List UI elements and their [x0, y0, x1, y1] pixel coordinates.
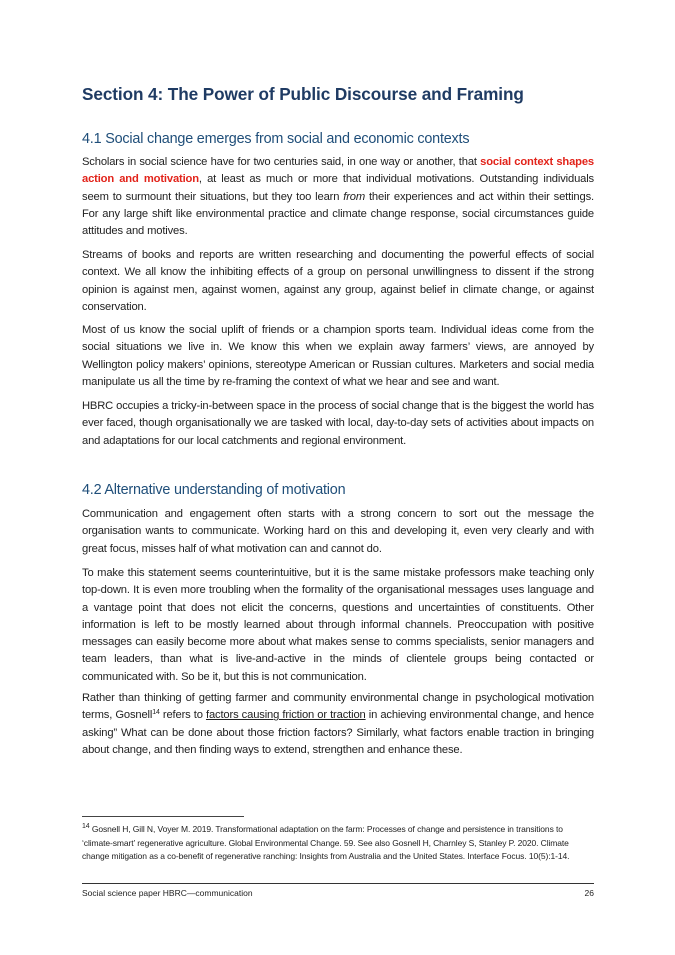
paragraph-4-2-1: Communication and engagement often starts with a strong concern to sort out the message the organisation wants to communicate. Working hard on this and developing it, even very clearly and with great focus, misses half of what motivation can and cannot do.: [82, 508, 594, 555]
footnote-divider: [82, 816, 244, 817]
emphasis-word: from: [343, 190, 366, 203]
subsection-heading-4-2: 4.2 Alternative understanding of motivation: [82, 482, 346, 498]
footnote: [82, 823, 594, 864]
text-run: refers to: [159, 709, 206, 722]
text-run: Rather than thinking of getting farmer and community environmental change in psychological motivation terms, Gosnell: [82, 692, 594, 722]
paragraph-4-1-1: [82, 154, 594, 240]
text-run: in achieving environmental change, and hence asking” What can be done about those friction factors? Similarly, what factors enable traction in bringing about change, and then finding ways to extend, strengthen and enhance these.: [82, 709, 594, 756]
text-run: , at least as much or more that individual motivations. Outstanding individuals seem to surmount their situations, but they too learn: [82, 173, 594, 203]
paragraph-4-1-3: Most of us know the social uplift of friends or a champion sports team. Individual ideas come from the social situations we live in. We know this when we explain away farmers’ views, are annoyed by Wellington policy makers’ opinions, stereotype American or Russian cultures. Marketers and social media manipulate us all the time by re-framing the context of what we hear and see and want.: [82, 324, 594, 388]
footnote-marker: 14: [82, 823, 90, 830]
text-run: their experiences and act within their settings. For any large shift like environmental practice and climate change response, social circumstances guide attitudes and motives.: [82, 190, 594, 238]
paragraph-4-1-4: HBRC occupies a tricky-in-between space in the process of social change that is the biggest the world has ever faced, though organisationally we are tasked with local, day-to-day sets of activities about impacts on and adaptations for our local catchments and regional environment.: [82, 400, 594, 447]
footer-divider: [82, 883, 594, 884]
paragraph-4-2-3: [82, 690, 594, 759]
paragraph-4-1-2: Streams of books and reports are written researching and documenting the powerful effects of social context. We all know the inhibiting effects of a group on personal unwillingness to dissent if the strong opinion is against men, against women, against any group, against belief in climate change, or against conservation.: [82, 249, 594, 313]
subsection-heading-4-1: 4.1 Social change emerges from social and economic contexts: [82, 131, 470, 147]
footer-document-title: Social science paper HBRC—communication: [82, 888, 253, 898]
highlighted-phrase: social context shapes action and motivation: [82, 156, 595, 186]
page-number: 26: [584, 888, 594, 898]
footnote-reference[interactable]: 14: [152, 709, 160, 717]
footnote-text: Gosnell H, Gill N, Voyer M. 2019. Transformational adaptation on the farm: Processes of change and persistence in transitions to ‘climate-smart’ regenerative agriculture. Global Environmental Change. 59. See also Gosnell H, Charnley S, Stanley P. 2020. Climate change mitigation as a co-benefit of regenerative ranching: Insights from Australia and the United States. Interface Focus. 10(5):1-14.: [82, 824, 570, 861]
section-title: Section 4: The Power of Public Discourse and Framing: [82, 84, 524, 104]
underlined-phrase: factors causing friction or traction: [205, 709, 366, 722]
paragraph-4-2-2: To make this statement seems counterintuitive, but it is the same mistake professors make teaching only top-down. It is even more troubling when the formality of the organisational messages uses language and a vantage point that does not elicit the concerns, questions and uncertainties of constituents. Other information is left to be mostly learned about through informal channels. Preoccupation with positive messages can easily become more about what makes sense to comms specialists, senior managers and team leaders, than what is live-and-active in the minds of clientele groups being contacted or communicated with. So be it, but this is not communication.: [82, 567, 594, 683]
text-run: Scholars in social science have for two centuries said, in one way or another, that: [82, 156, 481, 168]
